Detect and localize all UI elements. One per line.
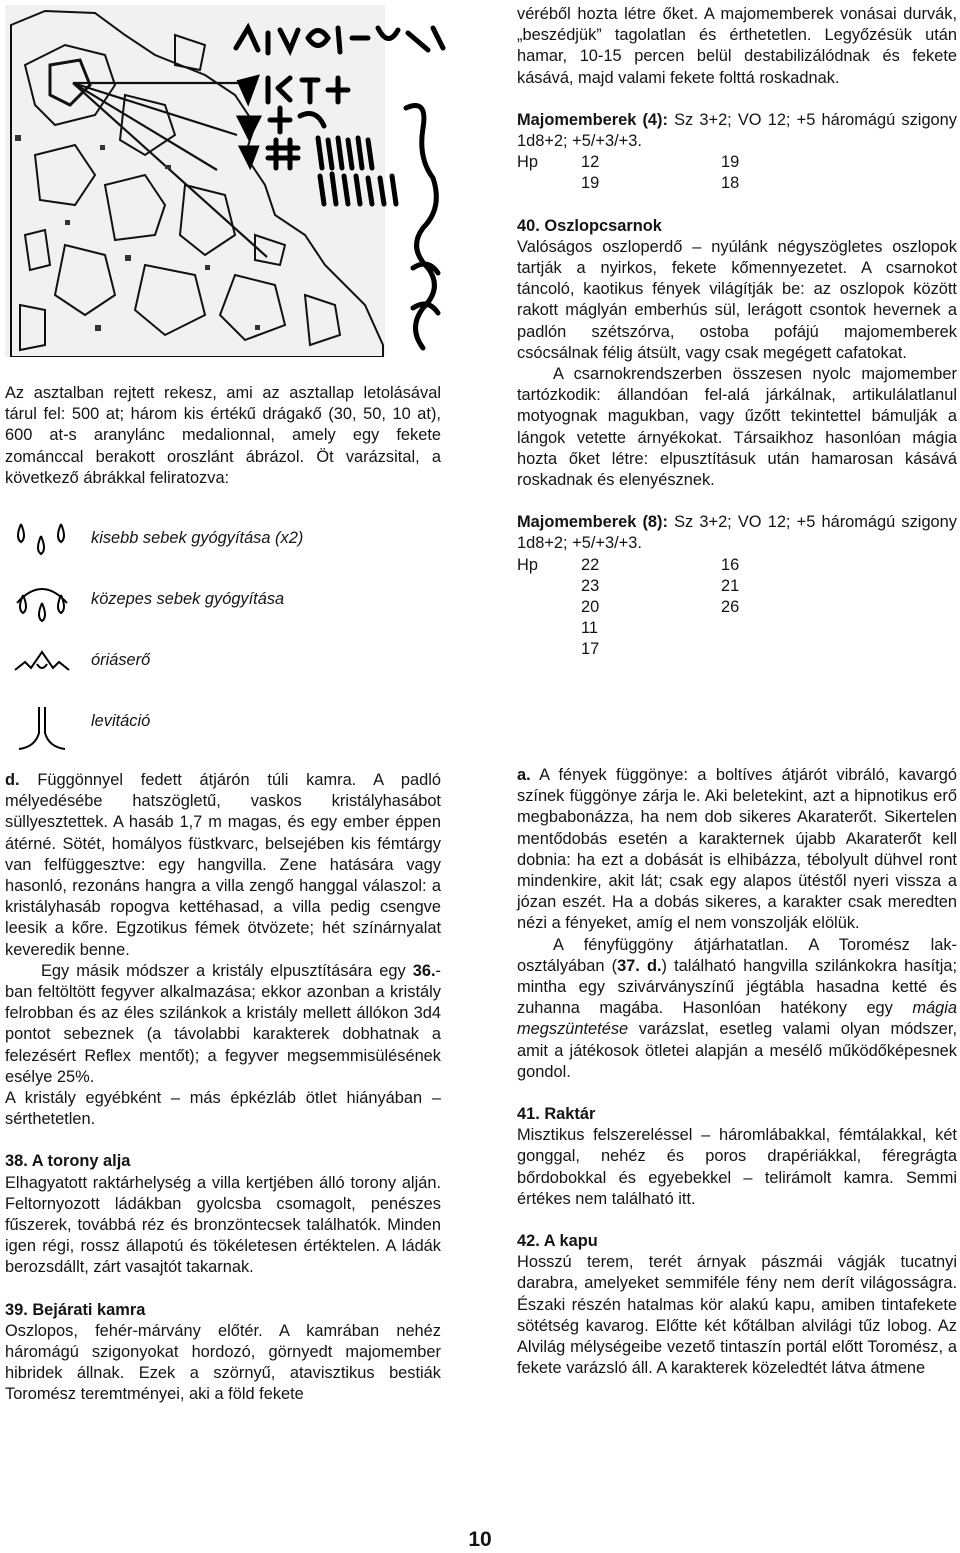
hp-value: 22 — [581, 555, 600, 574]
section-40-title: 40. Oszlopcsarnok — [517, 216, 662, 235]
section-ref: 36. — [412, 961, 436, 980]
potion-label: levitáció — [91, 712, 151, 730]
hp-value: 11 — [581, 619, 599, 638]
hp-value: 18 — [721, 174, 740, 193]
section-ref: 37. d. — [617, 956, 662, 975]
hp-value: 16 — [721, 555, 740, 574]
section-40-body: Valóságos oszloperdő – nyúlánk négyszögletes oszlopok tartják a nyirkos, fekete kőmennyezetet. A csarnokot táncoló, kaotikus fények világítják be: az oszlopok között rakott máglyán emberhús sül, lerágott csontok hevernek a padlón szétszórva, ostoba pofájú majomemberek csócsálnak félig átsült, vagy csak megégett cafatokat. — [517, 237, 957, 362]
hp-table — [517, 555, 957, 661]
section-40-body-2: A csarnokrendszerben összesen nyolc majomember tartózkodik: állandóan fel-alá járkálnak, artikulálatlanul motyognak magukban, vagy űzőtt tekintettel bámulják a lángok vetette árnyékokat. Társaikhoz hasonlóan mágia hozta őket létre: elpusztításuk után hamarosan kásává roskadnak és elenyésznek. — [517, 365, 957, 490]
stat-block: Majomemberek (8): Sz 3+2; VO 12; +5 háromágú szigony 1d8+2; +5/+3/+3. — [517, 513, 957, 553]
potion-label: közepes sebek gyógyítása — [91, 590, 285, 608]
section-42-title: 42. A kapu — [517, 1232, 598, 1251]
potion-list — [5, 518, 441, 762]
hp-value: 17 — [581, 640, 600, 659]
section-38-body: Elhagyatott raktárhelység a villa kertjében álló torony alján. Feltornyozott ládákban gyolcsba csomagolt, penészes fűszerek, továbbá réz és bronzöntecsek találhatók. Minden igen régi, rossz állapotú és tökéletesen értéktelen. A ládák berozsdállt, zárt vasajtót takarnak. — [5, 1173, 441, 1277]
section-38-title: 38. A torony alja — [5, 1152, 131, 1171]
mountain-glyph-icon — [11, 642, 73, 682]
drops-under-arc-icon — [11, 581, 73, 625]
potion-item — [5, 640, 441, 701]
potion-label: óriáserő — [91, 651, 151, 669]
section-d-label: d. — [5, 771, 20, 789]
hp-value: 26 — [721, 598, 740, 617]
hp-table — [517, 152, 957, 194]
page-number: 10 — [468, 1528, 492, 1551]
left-column — [5, 383, 441, 489]
right-column-lower — [517, 765, 957, 1379]
section-41-body: Misztikus felszereléssel – háromlábakkal, fémtálakkal, két gonggal, nehéz és poros drapériákkal, féregrágta bőrdobokkal és egyebekkel – telirámolt kamra. Semmi értékes nem található itt. — [517, 1126, 957, 1208]
stat-name: Majomemberek (8): — [517, 513, 668, 532]
hp-label: Hp — [517, 555, 538, 574]
stat-block: Majomemberek (4): Sz 3+2; VO 12; +5 háromágú szigony 1d8+2; +5/+3/+3. — [517, 110, 957, 151]
section-a-label: a. — [517, 766, 531, 784]
section-42-body: Hosszú terem, terét árnyak pászmái vágják tucatnyi darabra, amelyeket semmiféle fény nem derít világosságra. Északi részén hatalmas kör alakú kapu, amiben tintafekete sötétség kavarog. Előtte két kőtálban alvilági tűz lobog. Az Alvilág mélységeibe vezető tintaszín portál előtt Toromész, a fekete varázsló áll. A karakterek közeledtét látva átmene — [517, 1253, 957, 1378]
section-d-paragraph-3: A kristály egyébként – más épkézláb ötlet hiányában – sérthetetlen. — [5, 1089, 441, 1129]
section-d-paragraph: d. Függönnyel fedett átjárón túli kamra. A padló mélyedésébe hatszögletű, vaskos kristályhasábot süllyesztettek. A hasáb 1,7 m magas, és egy ember éppen átérné. Sötét, homályos füstkvarc, belsejében kis fémtárgy van felfüggesztve: egy hangvilla. Zene hatására vagy hasonló, rezonáns hangra a villa zengő hanggal válaszol: a kristályhasáb ropogva kettéhasad, a villa pedig csengve leesik a kőre. Egzotikus fémek ötvözete; hét színárnyalat keveredik benne. — [5, 771, 441, 959]
section-d-paragraph-2: Egy másik módszer a kristály elpusztítására egy 36.-ban feltöltött fegyver alkalmazása; ekkor azonban a kristály felrobban és az éles szilánkok a kristály mellett állókon 3d4 pontot sebeznek (a távolabbi karakterek dobhatnak a felezésért Reflex mentőt); a fegyver megsemmisülésének esélye 25%. — [5, 961, 441, 1086]
section-41-title: 41. Raktár — [517, 1105, 596, 1124]
rising-lines-icon — [11, 703, 73, 751]
hp-value: 21 — [721, 576, 740, 595]
right-column — [517, 4, 957, 661]
potion-item — [5, 518, 441, 579]
section-a-paragraph: a. A fények függönye: a boltíves átjárót vibráló, kavargó színek függönye zárja le. Aki beletekint, azt a hipnotikus erő megbabonázza, ha nem dob sikeres Akaraterőt. Sikertelen mentődobás esetén a karakternek újabb Akaraterőt kell dobnia: ha ezt a dobását is elhibázza, tébolyult dühvel ront mindenkire, akit lát; csak egy alapos ütéstől nyeri vissza a józan eszét. Ha a dobás sikeres, a karakter csak meredten nézi a fényeket, amíg el nem vonszolják elölük. — [517, 766, 957, 933]
hp-value: 12 — [581, 153, 600, 172]
intro-paragraph: Az asztalban rejtett rekesz, ami az asztallap letolásával tárul fel: 500 at; három kis értékű drágakő (30, 50, 10 at), 600 at-s aranylánc medalionnal, amely egy fekete zománccal berakott oroszlánt ábrázol. Öt varázsital, a következő ábrákkal feliratozva: — [5, 384, 441, 487]
spell-name: mágia megszüntetése — [517, 999, 957, 1039]
hp-value: 20 — [581, 598, 600, 617]
continued-paragraph: véréből hozta létre őket. A majomemberek vonásai durvák, „beszédjük” tagolatlan és érthetetlen. Legyőzésük után hamar, 10-15 percen belül destabilizálódnak és fekete kásává, majd valami fekete folttá roskadnak. — [517, 5, 957, 87]
hp-value: 19 — [581, 174, 600, 193]
rune-glyphs-illustration — [228, 8, 450, 356]
hp-value: 19 — [721, 153, 740, 172]
potion-item — [5, 579, 441, 640]
hp-label: Hp — [517, 153, 538, 172]
section-39-title: 39. Bejárati kamra — [5, 1300, 146, 1319]
potion-item — [5, 701, 441, 762]
left-column-lower — [5, 770, 441, 1406]
hp-value: 23 — [581, 576, 600, 595]
stat-name: Majomemberek (4): — [517, 110, 668, 129]
section-a-paragraph-2: A fényfüggöny átjárhatatlan. A Toromész lakosztályában (37. d.) található hangvilla szilánkokra hasítja; mintha egy szivárványszínű jégtábla hasadna ketté és zuhanna magába. Hasonlóan hatékony egy mágia megszüntetése varázslat, esetleg valami olyan módszer, amit a játékosok ötletei alapján a mesélő működőképesnek gondol. — [517, 935, 957, 1081]
three-drops-icon — [11, 520, 73, 560]
potion-label: kisebb sebek gyógyítása (x2) — [91, 529, 304, 547]
section-39-body: Oszlopos, fehér-márvány előtér. A kamrában nehéz háromágú szigonyokat hordozó, görnyedt majomember hibridek állnak. Ezek a szörnyű, atavisztikus bestiák Toromész teremtményei, aki a föld fekete — [5, 1321, 441, 1404]
